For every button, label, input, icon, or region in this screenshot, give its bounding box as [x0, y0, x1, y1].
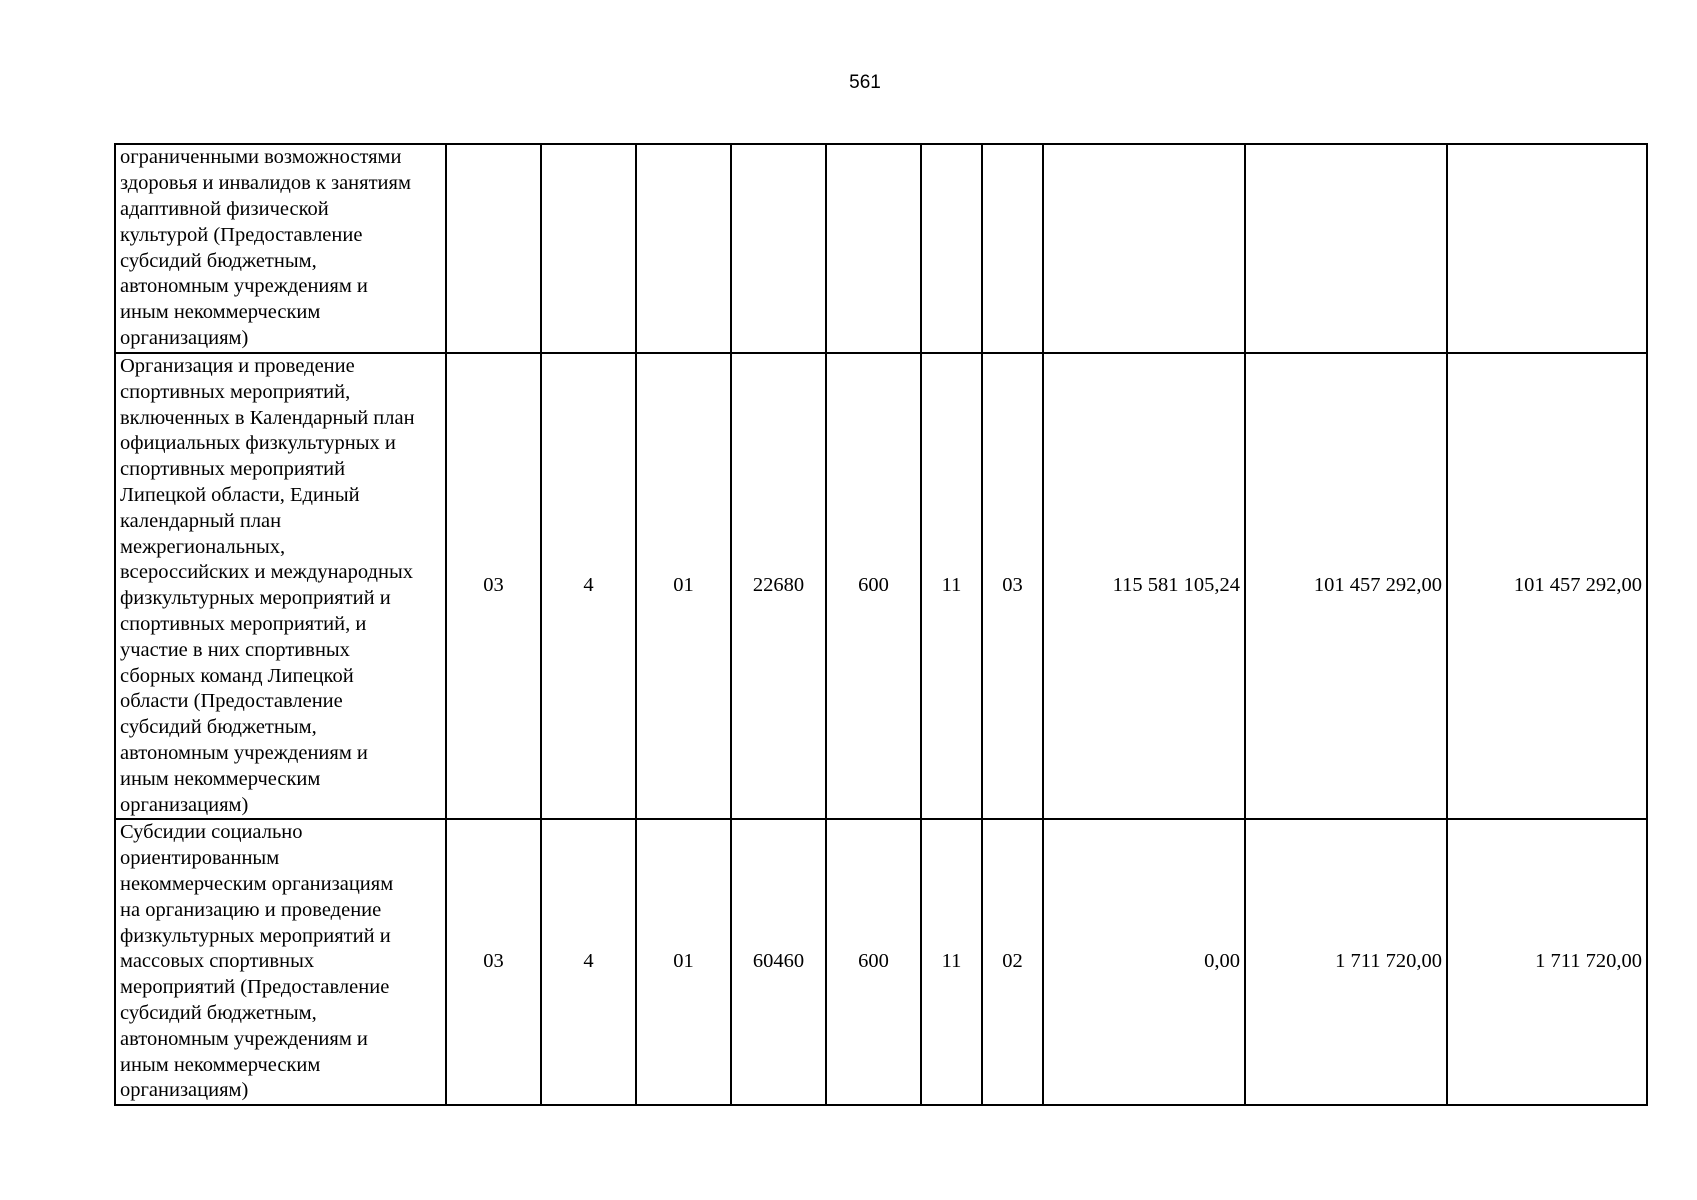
code-cell: 600	[826, 353, 921, 819]
code-cell: 01	[636, 353, 731, 819]
page-number: 561	[849, 72, 881, 93]
amount-cell: 1 711 720,00	[1447, 819, 1647, 1105]
amount-cell	[1245, 144, 1447, 353]
amount-cell: 101 457 292,00	[1245, 353, 1447, 819]
code-cell	[731, 144, 826, 353]
table-row	[115, 819, 1647, 1105]
amount-cell: 1 711 720,00	[1245, 819, 1447, 1105]
code-cell: 02	[982, 819, 1043, 1105]
table-row	[115, 144, 1647, 353]
code-cell: 22680	[731, 353, 826, 819]
table-row	[115, 353, 1647, 819]
code-cell: 11	[921, 353, 982, 819]
code-cell: 11	[921, 819, 982, 1105]
code-cell	[826, 144, 921, 353]
code-cell	[541, 144, 636, 353]
amount-cell	[1043, 144, 1245, 353]
amount-cell: 0,00	[1043, 819, 1245, 1105]
code-cell	[446, 144, 541, 353]
code-cell: 03	[446, 819, 541, 1105]
code-cell	[636, 144, 731, 353]
code-cell: 4	[541, 353, 636, 819]
code-cell: 600	[826, 819, 921, 1105]
amount-cell: 115 581 105,24	[1043, 353, 1245, 819]
code-cell: 01	[636, 819, 731, 1105]
code-cell	[982, 144, 1043, 353]
budget-table	[114, 143, 1648, 1106]
row-description: ограниченными возможностями здоровья и инвалидов к занятиям адаптивной физической культурой (Предоставление субсидий бюджетным, автономным учреждениям и иным некоммерческим организациям)	[115, 144, 446, 353]
row-description: Субсидии социально ориентированным некоммерческим организациям на организацию и проведение физкультурных мероприятий и массовых спортивных мероприятий (Предоставление субсидий бюджетным, автономным учреждениям и иным некоммерческим организациям)	[115, 819, 446, 1105]
row-description: Организация и проведение спортивных мероприятий, включенных в Календарный план официальных физкультурных и спортивных мероприятий Липецкой области, Единый календарный план межрегиональных, всероссийских и международных физкультурных мероприятий и спортивных мероприятий, и участие в них спортивных сборных команд Липецкой области (Предоставление субсидий бюджетным, автономным учреждениям и иным некоммерческим организациям)	[115, 353, 446, 819]
code-cell	[921, 144, 982, 353]
code-cell: 60460	[731, 819, 826, 1105]
code-cell: 4	[541, 819, 636, 1105]
amount-cell	[1447, 144, 1647, 353]
amount-cell: 101 457 292,00	[1447, 353, 1647, 819]
code-cell: 03	[982, 353, 1043, 819]
code-cell: 03	[446, 353, 541, 819]
